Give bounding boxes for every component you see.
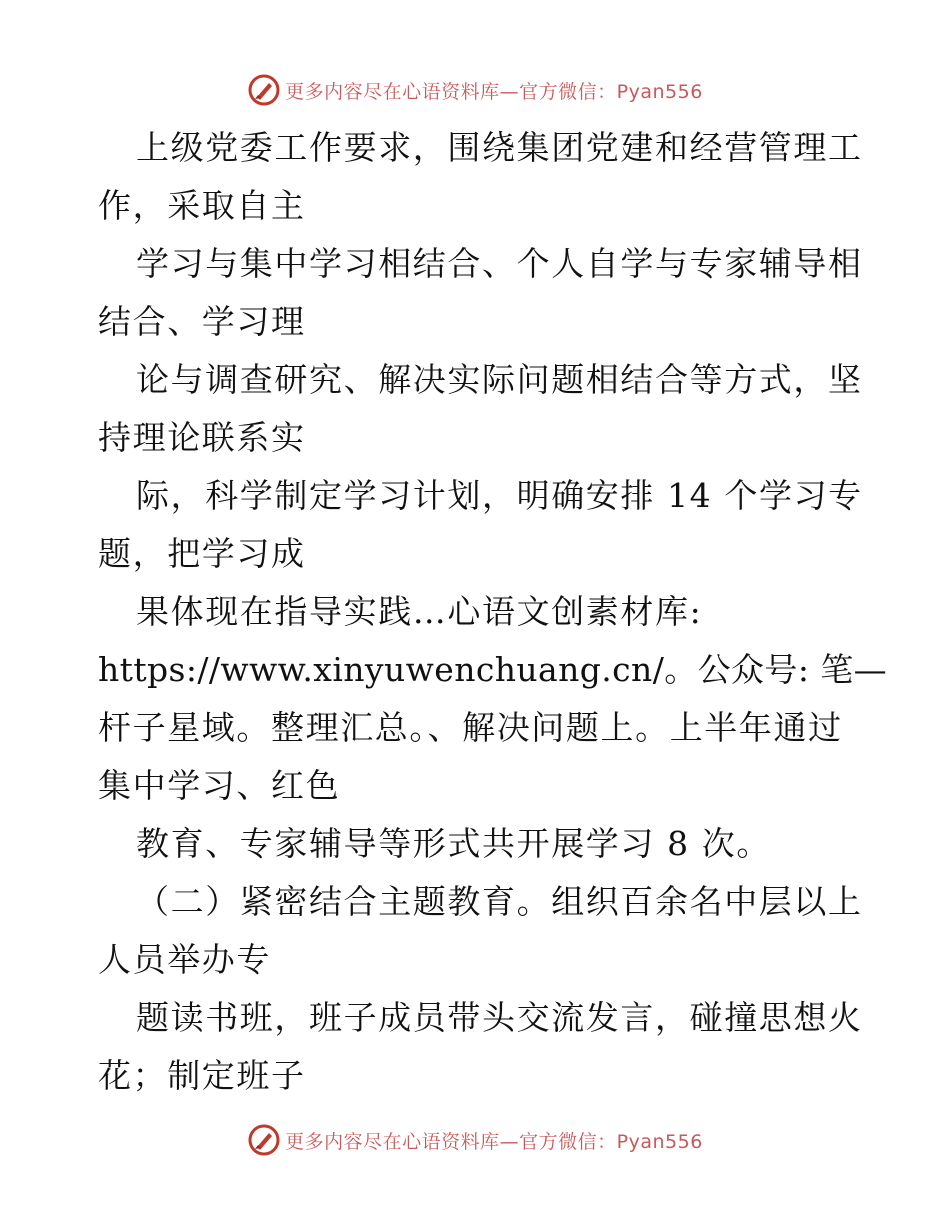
text-line: 人员举办专: [98, 940, 271, 979]
text-line: （二）紧密结合主题教育。组织百余名中层以上: [136, 882, 863, 921]
text-line: 集中学习、红色: [98, 766, 341, 805]
text-line: https://www.xinyuwenchuang.cn/。公众号: 笔—: [98, 650, 888, 689]
text-line: 果体现在指导实践…心语文创素材库:: [136, 592, 703, 631]
text-line: 教育、专家辅导等形式共开展学习 8 次。: [136, 824, 771, 863]
watermark-text: 更多内容尽在心语资料库—官方微信：Pyan556: [285, 1130, 703, 1153]
text-line: 论与调查研究、解决实际问题相结合等方式，坚: [136, 360, 863, 399]
text-line: 际，科学制定学习计划，明确安排 14 个学习专: [136, 476, 863, 515]
text-line: 题，把学习成: [98, 534, 306, 573]
text-line: 上级党委工作要求，围绕集团党建和经营管理工: [136, 128, 863, 167]
text-line: 花；制定班子: [98, 1056, 306, 1095]
text-line: 题读书班，班子成员带头交流发言，碰撞思想火: [136, 998, 863, 1037]
logo-icon: [247, 73, 281, 107]
text-line: 结合、学习理: [98, 302, 306, 341]
watermark-text: 更多内容尽在心语资料库—官方微信：Pyan556: [285, 80, 703, 103]
footer-watermark: [0, 1120, 950, 1160]
text-line: 作，采取自主: [98, 186, 306, 225]
header-watermark: [0, 70, 950, 110]
logo-icon: [247, 1123, 281, 1157]
text-line: 学习与集中学习相结合、个人自学与专家辅导相: [136, 244, 863, 283]
text-line: 持理论联系实: [98, 418, 306, 457]
text-line: 杆子星域。整理汇总。、解决问题上。上半年通过: [98, 708, 843, 747]
